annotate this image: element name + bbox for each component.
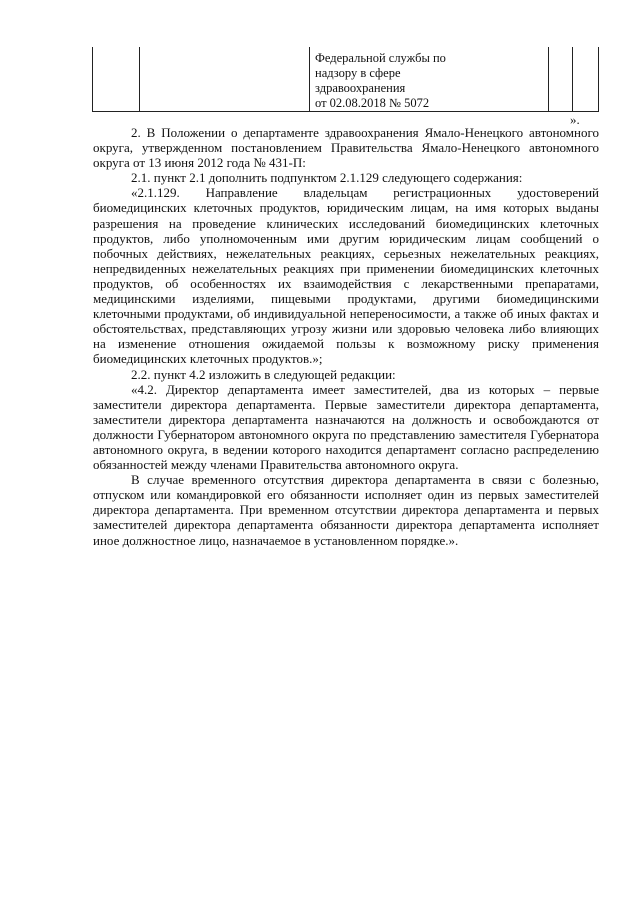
table-column-divider [572,47,573,111]
paragraph-2-1-129: «2.1.129. Направление владельцам регистрационных удостоверений биомедицинских клеточных продуктов, юридическим лицам, на имя которых выданы разрешения на проведение клинических исследований биомедицинских клеточных продуктов, либо уполномоченным ими другим юридическим лицам сообщений о побочных действиях, нежелательных реакциях, серьезных нежелательных реакциях, непредвиденных нежелательных реакциях при применении биомедицинских клеточных продуктов, об особенностях их взаимодействия с лекарственными препаратами, медицинскими изделиями, пищевыми продуктами, другими биомедицинскими клеточными продуктами, об индивидуальной непереносимости, а также об иных фактах и обстоятельствах, представляющих угрозу жизни или здоровью человека либо влияющих на изменение отношения ожидаемой пользы к возможному риску применения биомедицинских клеточных продуктов.»; [93,185,599,367]
paragraph-2-2: 2.2. пункт 4.2 изложить в следующей редакции: [131,366,396,382]
paragraph-2: 2. В Положении о департаменте здравоохранения Ямало-Ненецкого автономного округа, утвержденном постановлением Правительства Ямало-Ненецкого автономного округа от 13 июня 2012 года № 431-П: [93,125,599,171]
table-cell-line: от 02.08.2018 № 5072 [315,96,430,110]
document-body [93,125,599,548]
table-column-divider [139,47,140,111]
paragraph-temporary-absence: В случае временного отсутствия директора департамента в связи с болезнью, отпуском или командировкой его обязанности исполняет один из первых заместителей директора департамента. При временном отсутствии директора департамента и первых заместителей директора департамента обязанности директора департамента исполняет иное должностное лицо, назначаемое в установленном порядке.». [93,472,599,548]
paragraph-2-1: 2.1. пункт 2.1 дополнить подпунктом 2.1.129 следующего содержания: [131,170,523,186]
table-cell-line: здравоохранения [315,81,406,95]
table-cell-line: Федеральной службы по [315,51,446,65]
amendments-table-fragment [92,47,599,112]
table-column-divider [548,47,549,111]
closing-quote: ». [570,112,580,127]
table-cell-line: надзору в сфере [315,66,401,80]
paragraph-4-2: «4.2. Директор департамента имеет заместителей, два из которых – первые заместители директора департамента. Первые заместители директора департамента, заместители директора департамента назначаются на должность и освобождаются от должности Губернатором автономного округа по представлению заместителя Губернатора автономного округа, в ведении которого находится департамент согласно распределению обязанностей между членами Правительства автономного округа. [93,381,599,473]
table-column-divider [309,47,310,111]
table-cell-document-reference [315,51,545,111]
